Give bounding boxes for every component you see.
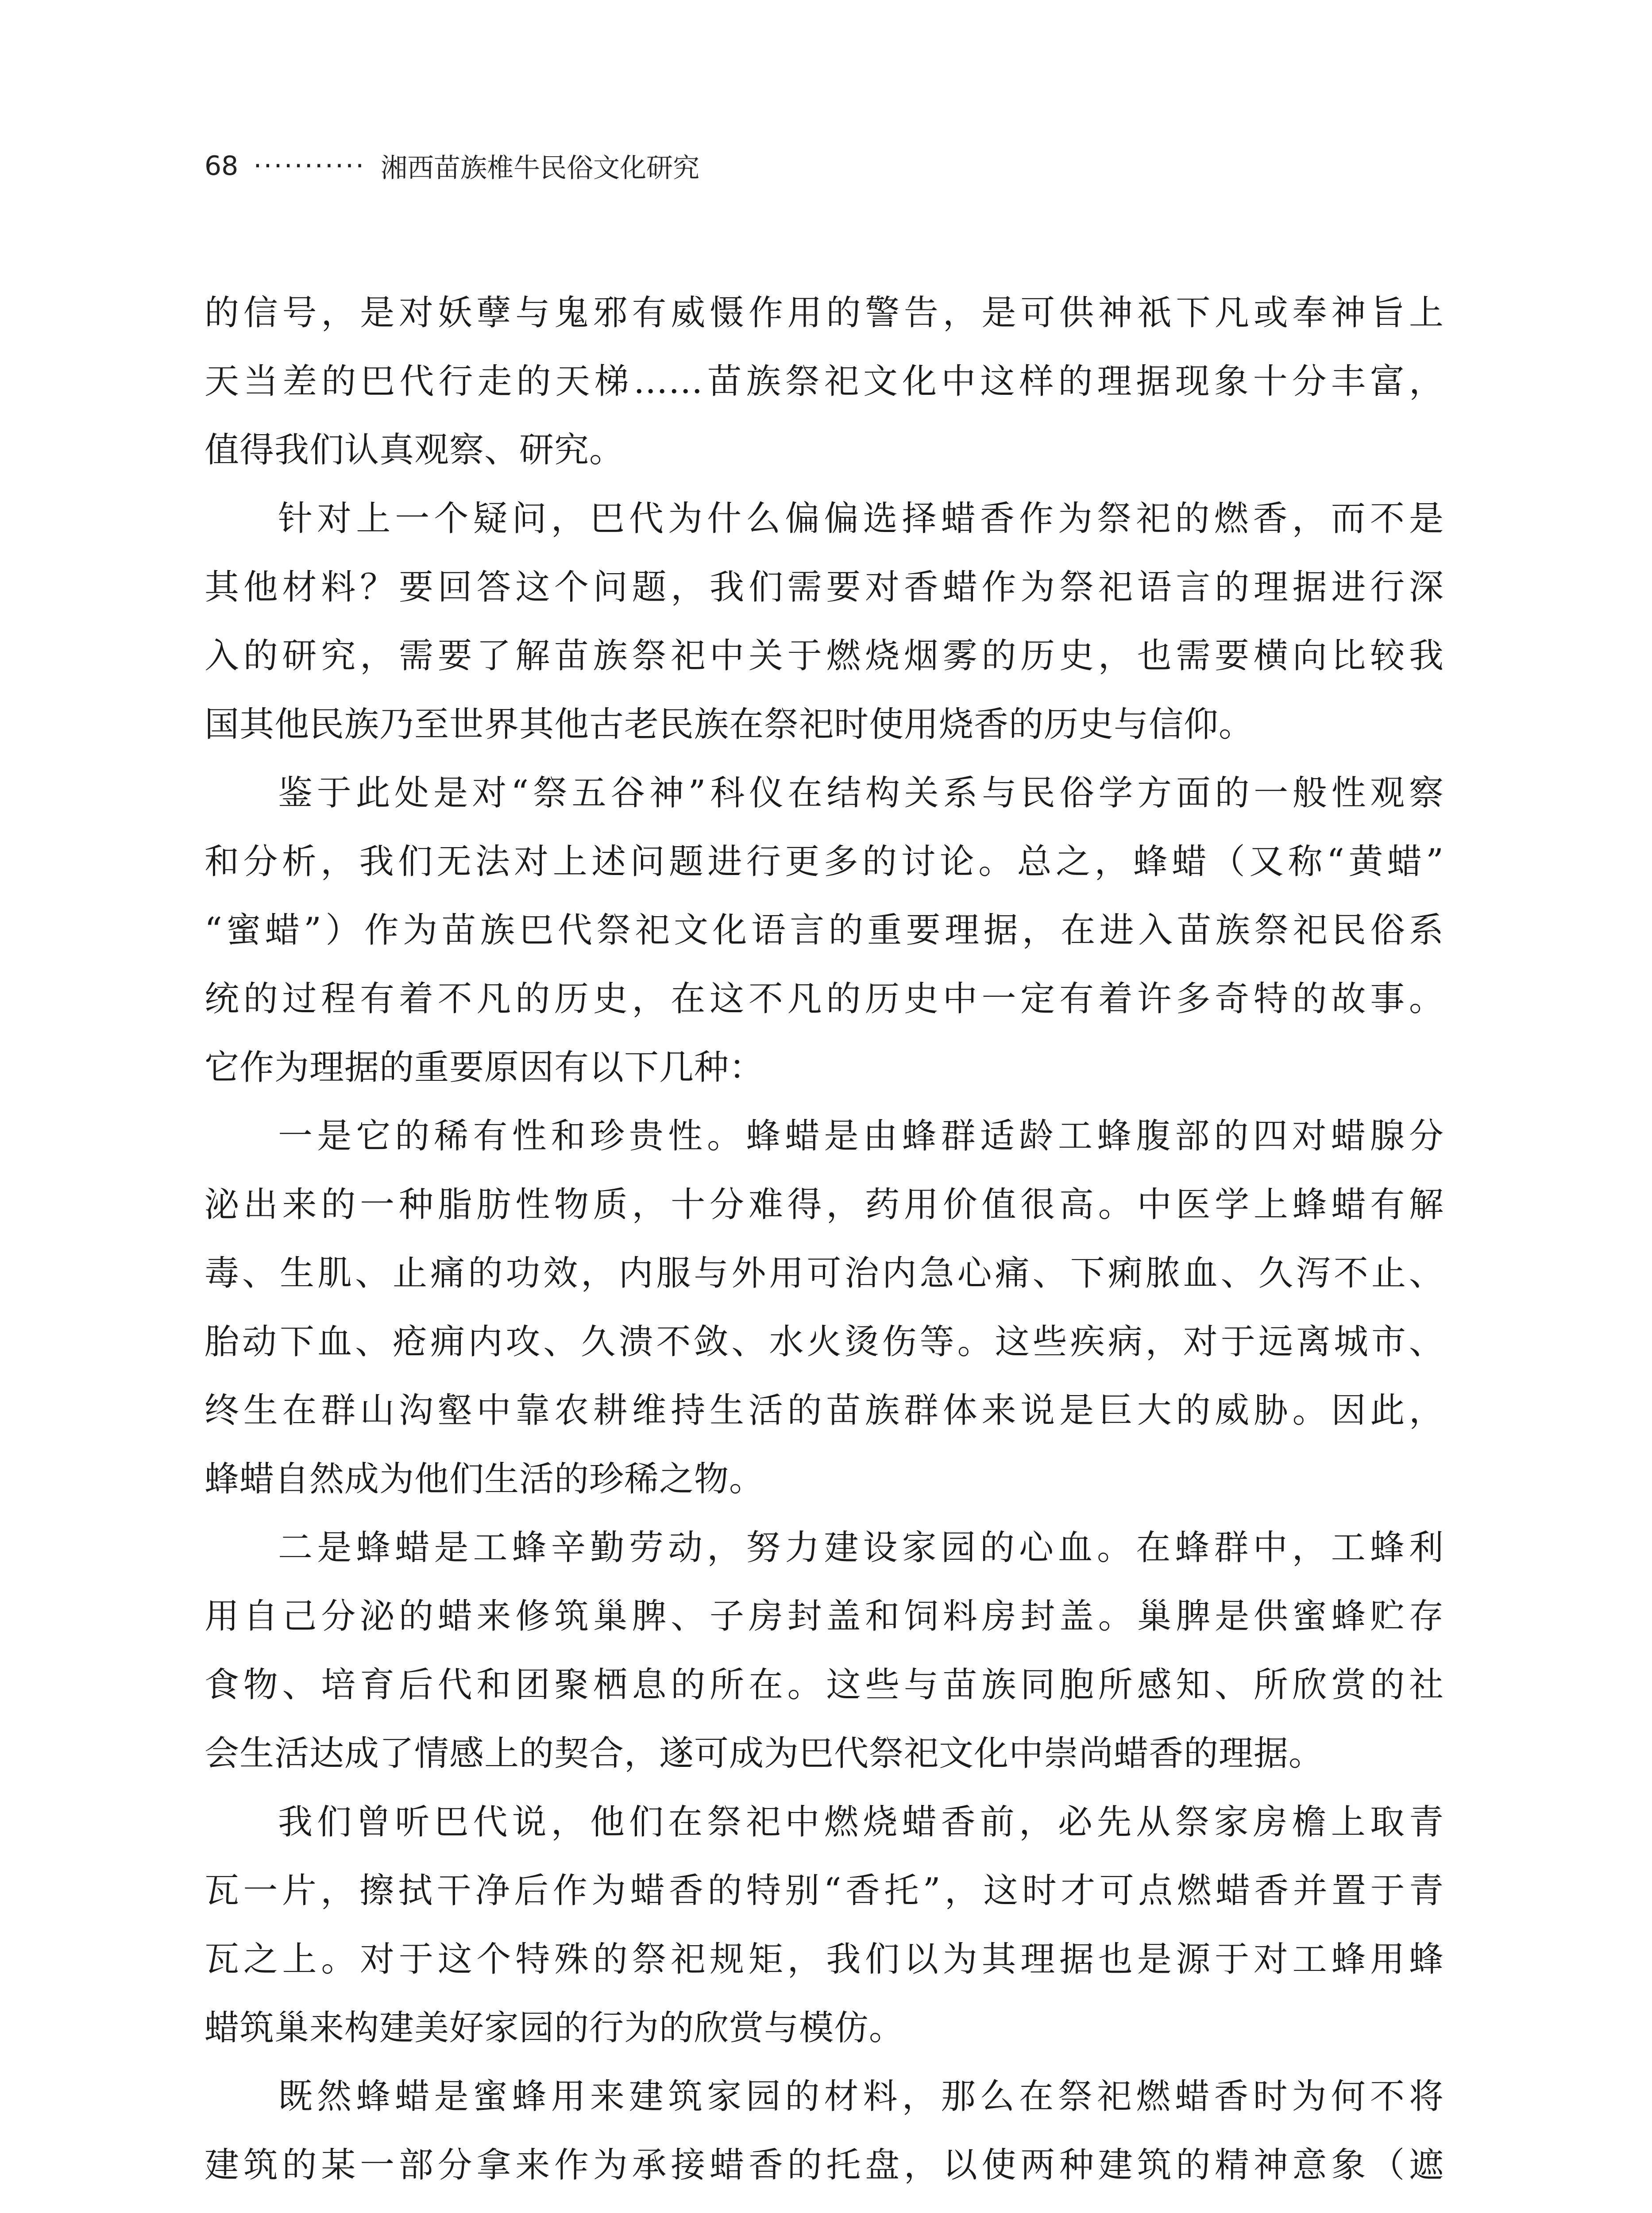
text-line: 鉴于此处是对“祭五谷神”科仪在结构关系与民俗学方面的一般性观察 [278, 773, 1444, 813]
text-line: 终生在群山沟壑中靠农耕维持生活的苗族群体来说是巨大的威胁。因此， [205, 1391, 1444, 1430]
text-line: 蜂蜡自然成为他们生活的珍稀之物。 [205, 1459, 764, 1499]
text-line: 它作为理据的重要原因有以下几种： [205, 1048, 764, 1087]
text-line: 胎动下血、疮痈内攻、久溃不敛、水火烫伤等。这些疾病，对于远离城市、 [205, 1322, 1444, 1362]
text-line: 和分析，我们无法对上述问题进行更多的讨论。总之，蜂蜡（又称“黄蜡” [205, 842, 1444, 882]
text-line [205, 2200, 1444, 2213]
text-line: 毒、生肌、止痛的功效，内服与外用可治内急心痛、下痢脓血、久泻不止、 [205, 1253, 1444, 1293]
text-line: 会生活达成了情感上的契合，遂可成为巴代祭祀文化中崇尚蜡香的理据。 [205, 1734, 1324, 1773]
text-line: 天当差的巴代行走的天梯……苗族祭祀文化中这样的理据现象十分丰富， [205, 362, 1444, 401]
body-text [205, 279, 1444, 2213]
text-line: 一是它的稀有性和珍贵性。蜂蜡是由蜂群适龄工蜂腹部的四对蜡腺分 [278, 1116, 1444, 1156]
paragraph [205, 1788, 1444, 2063]
text-line: 瓦之上。对于这个特殊的祭祀规矩，我们以为其理据也是源于对工蜂用蜂 [205, 1939, 1444, 1979]
text-line: 其他材料？要回答这个问题，我们需要对香蜡作为祭祀语言的理据进行深 [205, 567, 1444, 607]
text-line: 的信号，是对妖孽与鬼邪有威慑作用的警告，是可供神祇下凡或奉神旨上 [205, 293, 1444, 333]
paragraph [205, 759, 1444, 1102]
text-line: 我们曾听巴代说，他们在祭祀中燃烧蜡香前，必先从祭家房檐上取青 [278, 1802, 1444, 1842]
text-line: 既然蜂蜡是蜜蜂用来建筑家园的材料，那么在祭祀燃蜡香时为何不将 [278, 2077, 1444, 2117]
text-line: 二是蜂蜡是工蜂辛勤劳动，努力建设家园的心血。在蜂群中，工蜂利 [278, 1528, 1444, 1568]
text-line: 泌出来的一种脂肪性物质，十分难得，药用价值很高。中医学上蜂蜡有解 [205, 1185, 1444, 1225]
paragraph [205, 485, 1444, 759]
text-line: 统的过程有着不凡的历史，在这不凡的历史中一定有着许多奇特的故事。 [205, 979, 1444, 1019]
text-line: 建筑的某一部分拿来作为承接蜡香的托盘，以使两种建筑的精神意象（遮 [205, 2145, 1444, 2185]
paragraph [205, 1514, 1444, 1788]
paragraph [205, 279, 1444, 485]
text-line: 蜡筑巢来构建美好家园的行为的欣赏与模仿。 [205, 2008, 904, 2048]
running-header [205, 150, 700, 184]
text-line: 针对上一个疑问，巴代为什么偏偏选择蜡香作为祭祀的燃香，而不是 [278, 499, 1444, 539]
text-line: 值得我们认真观察、研究。 [205, 430, 625, 470]
text-line: 国其他民族乃至世界其他古老民族在祭祀时使用烧香的历史与信仰。 [205, 705, 1254, 744]
text-line: “蜜蜡”）作为苗族巴代祭祀文化语言的重要理据，在进入苗族祭祀民俗系 [205, 910, 1444, 950]
paragraph [205, 1102, 1444, 1514]
header-leader-dots: ··········· [253, 150, 366, 181]
paragraph [205, 2063, 1444, 2213]
text-line: 入的研究，需要了解苗族祭祀中关于燃烧烟雾的历史，也需要横向比较我 [205, 636, 1444, 676]
page-number: 68 [205, 150, 239, 181]
book-title: 湘西苗族椎牛民俗文化研究 [381, 153, 700, 184]
text-line: 用自己分泌的蜡来修筑巢脾、子房封盖和饲料房封盖。巢脾是供蜜蜂贮存 [205, 1596, 1444, 1636]
text-line: 瓦一片，擦拭干净后作为蜡香的特别“香托”，这时才可点燃蜡香并置于青 [205, 1871, 1444, 1911]
text-line: 食物、培育后代和团聚栖息的所在。这些与苗族同胞所感知、所欣赏的社 [205, 1665, 1444, 1705]
